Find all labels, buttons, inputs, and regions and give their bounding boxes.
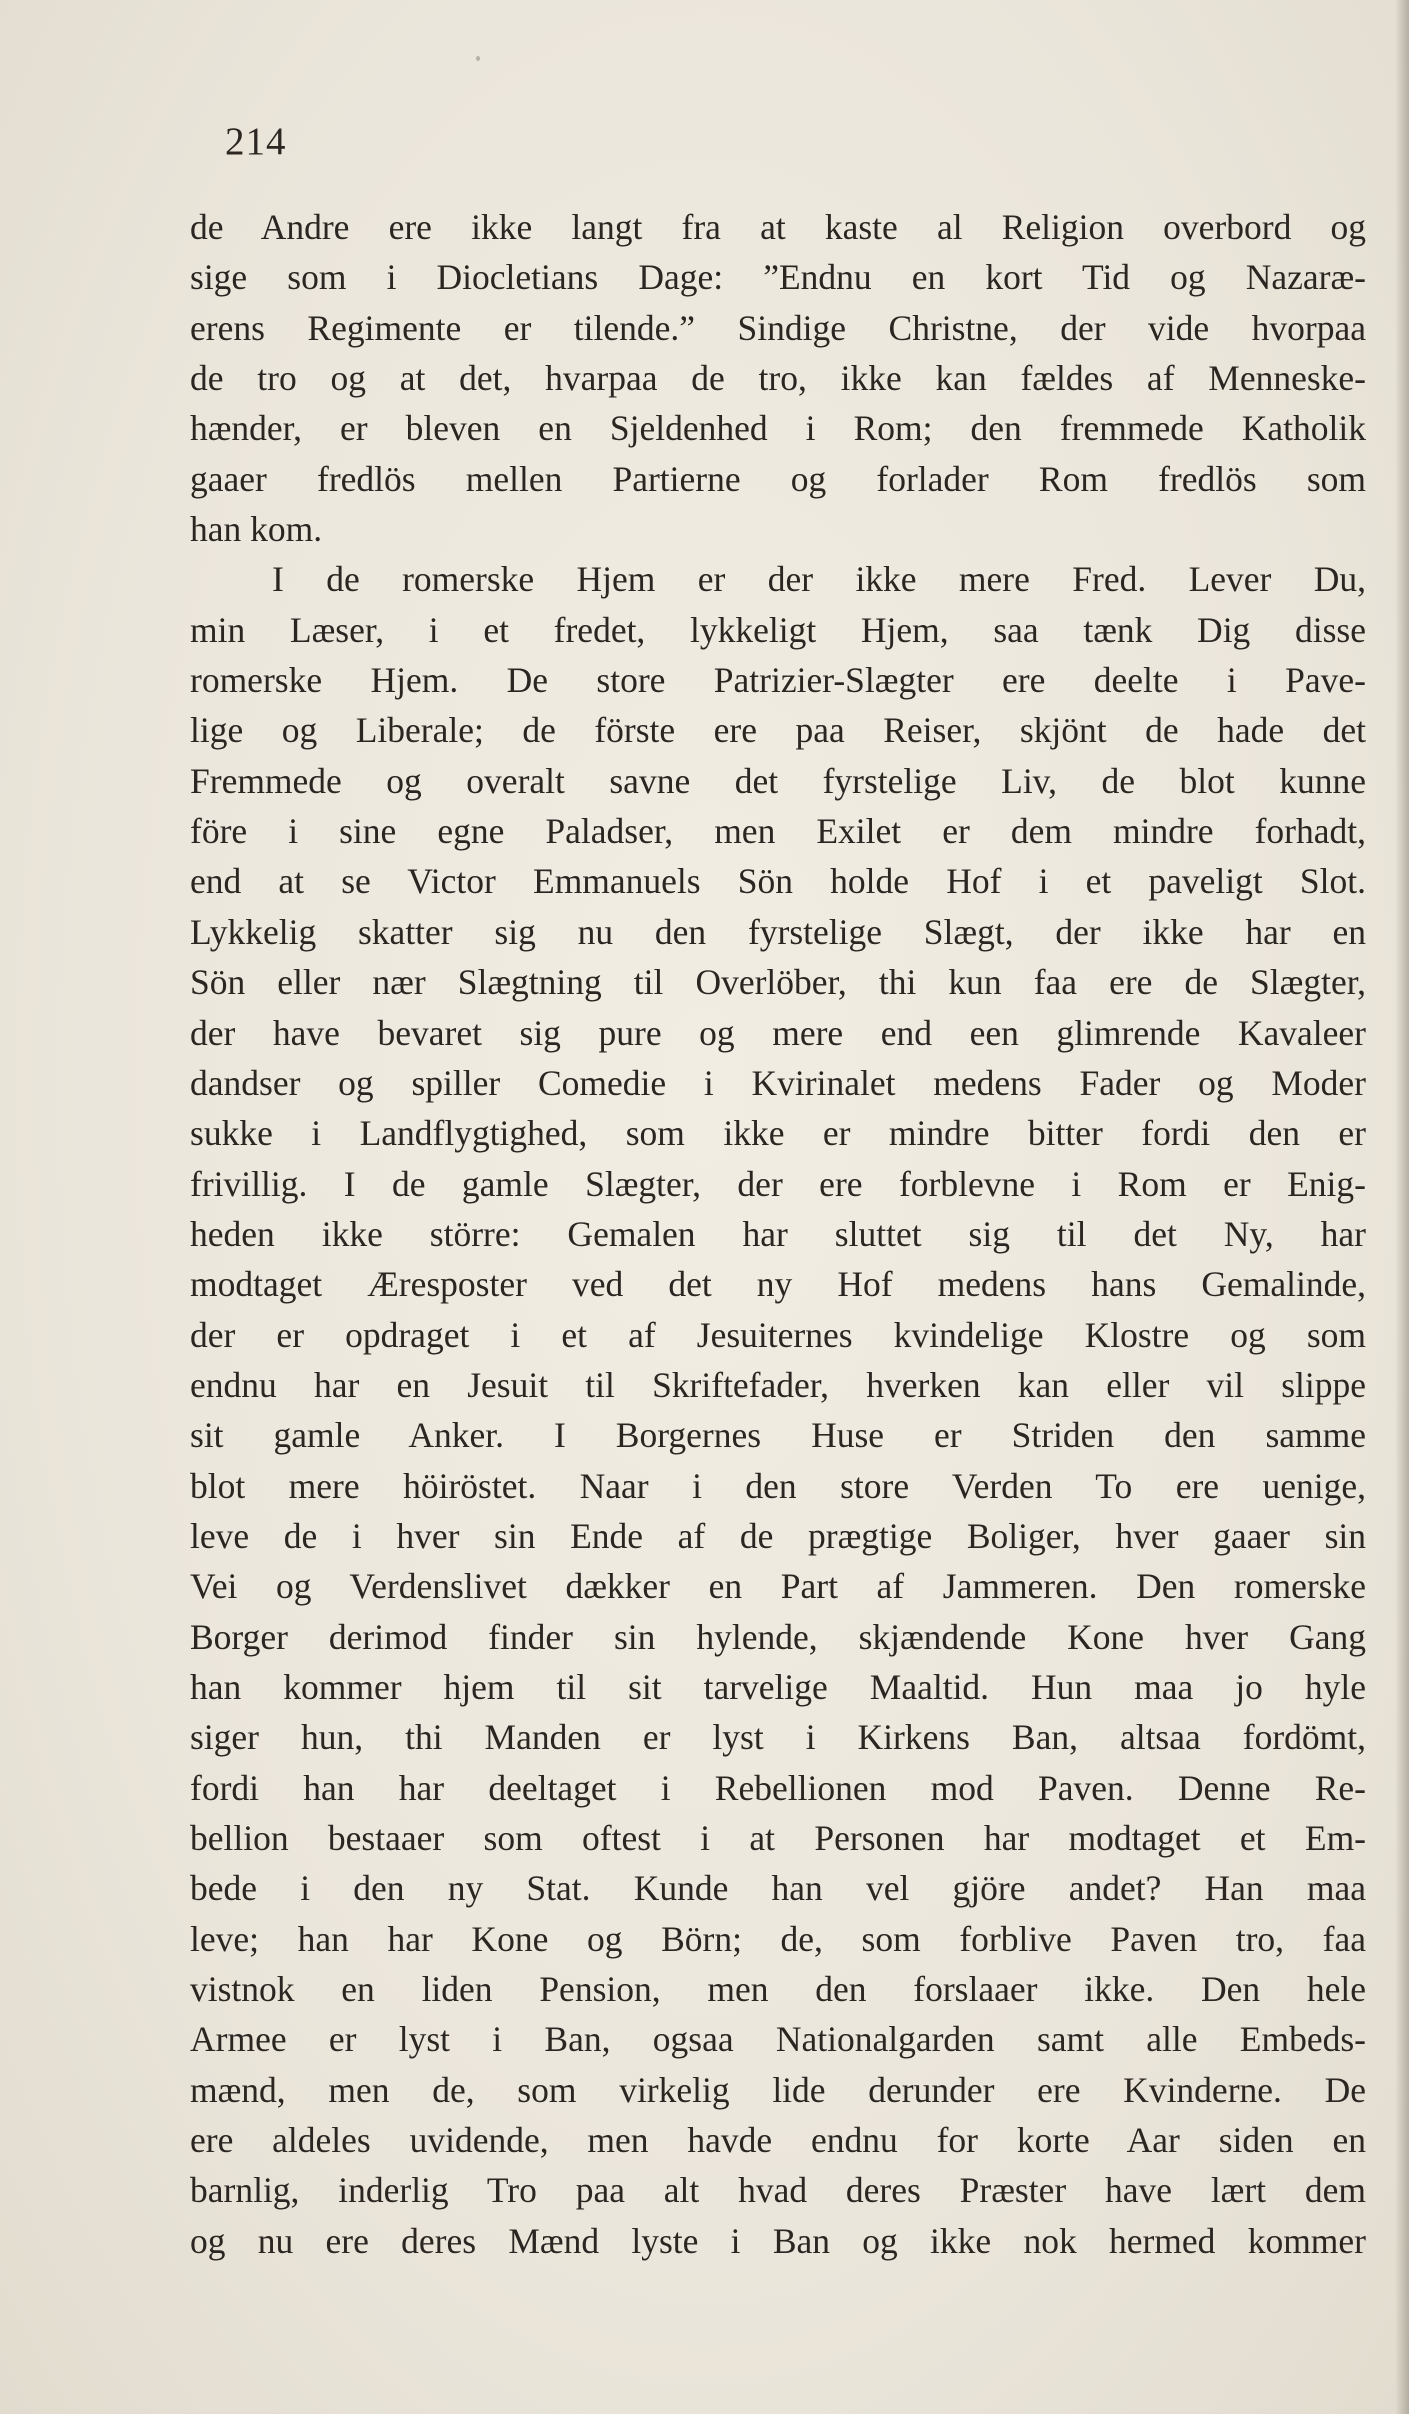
text-line: Lykkelig skatter sig nu den fyrstelige Slægt, der ikke har en — [190, 911, 1366, 952]
text-line: Vei og Verdenslivet dækker en Part af Jammeren. Den romerske — [190, 1566, 1366, 1607]
text-line: modtaget Æresposter ved det ny Hof medens hans Gemalinde, — [190, 1264, 1366, 1305]
text-line: der er opdraget i et af Jesuiternes kvindelige Klostre og som — [190, 1314, 1366, 1355]
text-line: romerske Hjem. De store Patrizier-Slægter ere deelte i Pave- — [190, 660, 1366, 701]
paragraph-end-line: han kom. — [190, 509, 323, 550]
text-line: lige og Liberale; de förste ere paa Reiser, skjönt de hade det — [190, 710, 1366, 751]
text-line: bede i den ny Stat. Kunde han vel gjöre andet? Han maa — [190, 1868, 1366, 1909]
text-line: Sön eller nær Slægtning til Overlöber, thi kun faa ere de Slægter, — [190, 962, 1366, 1003]
text-line: leve; han har Kone og Börn; de, som forblive Paven tro, faa — [190, 1918, 1366, 1959]
text-line: mænd, men de, som virkelig lide derunder ere Kvinderne. De — [190, 2069, 1366, 2110]
paper-speck — [476, 56, 480, 61]
text-line: sukke i Landflygtighed, som ikke er mindre bitter fordi den er — [190, 1113, 1366, 1154]
text-line: sige som i Diocletians Dage: ”Endnu en kort Tid og Nazaræ- — [190, 257, 1366, 298]
text-line: de tro og at det, hvarpaa de tro, ikke kan fældes af Menneske- — [190, 358, 1366, 399]
text-line: före i sine egne Paladser, men Exilet er dem mindre forhadt, — [190, 811, 1366, 852]
text-line: bellion bestaaer som oftest i at Personen har modtaget et Em- — [190, 1818, 1366, 1858]
text-line: end at se Victor Emmanuels Sön holde Hof i et paveligt Slot. — [190, 861, 1366, 902]
text-line: Borger derimod finder sin hylende, skjændende Kone hver Gang — [190, 1616, 1366, 1657]
text-line: Fremmede og overalt savne det fyrstelige Liv, de blot kunne — [190, 760, 1366, 801]
text-line: han kommer hjem til sit tarvelige Maaltid. Hun maa jo hyle — [190, 1666, 1366, 1707]
text-line: og nu ere deres Mænd lyste i Ban og ikke nok hermed kommer — [190, 2220, 1366, 2261]
text-line: fordi han har deeltaget i Rebellionen mod Paven. Denne Re- — [190, 1767, 1366, 1808]
text-line: siger hun, thi Manden er lyst i Kirkens Ban, altsaa fordömt, — [190, 1717, 1366, 1758]
page-edge-shadow — [1395, 0, 1409, 2414]
paragraph-start-line: I de romerske Hjem er der ikke mere Fred. Lever Du, — [272, 559, 1366, 600]
text-line: dandser og spiller Comedie i Kvirinalet medens Fader og Moder — [190, 1062, 1366, 1103]
text-line: heden ikke större: Gemalen har sluttet sig til det Ny, har — [190, 1213, 1366, 1254]
text-line: de Andre ere ikke langt fra at kaste al Religion overbord og — [190, 207, 1366, 247]
text-line: vistnok en liden Pension, men den forslaaer ikke. Den hele — [190, 1969, 1366, 2010]
text-line: erens Regimente er tilende.” Sindige Christne, der vide hvorpaa — [190, 307, 1366, 348]
text-line: ere aldeles uvidende, men havde endnu for korte Aar siden en — [190, 2120, 1366, 2161]
text-line: gaaer fredlös mellen Partierne og forlader Rom fredlös som — [190, 458, 1366, 499]
text-line: barnlig, inderlig Tro paa alt hvad deres Præster have lært dem — [190, 2170, 1366, 2211]
text-line: Armee er lyst i Ban, ogsaa Nationalgarden samt alle Embeds- — [190, 2019, 1366, 2060]
body-text — [190, 202, 1366, 2266]
text-line: hænder, er bleven en Sjeldenhed i Rom; den fremmede Katholik — [190, 408, 1366, 449]
text-line: endnu har en Jesuit til Skriftefader, hverken kan eller vil slippe — [190, 1364, 1366, 1405]
page-number: 214 — [225, 120, 287, 163]
text-line: leve de i hver sin Ende af de prægtige Boliger, hver gaaer sin — [190, 1515, 1366, 1556]
text-line: blot mere höiröstet. Naar i den store Verden To ere uenige, — [190, 1465, 1366, 1506]
text-line: sit gamle Anker. I Borgernes Huse er Striden den samme — [190, 1415, 1366, 1456]
text-line: min Læser, i et fredet, lykkeligt Hjem, saa tænk Dig disse — [190, 609, 1366, 650]
text-line: frivillig. I de gamle Slægter, der ere forblevne i Rom er Enig- — [190, 1163, 1366, 1204]
text-line: der have bevaret sig pure og mere end een glimrende Kavaleer — [190, 1012, 1366, 1053]
